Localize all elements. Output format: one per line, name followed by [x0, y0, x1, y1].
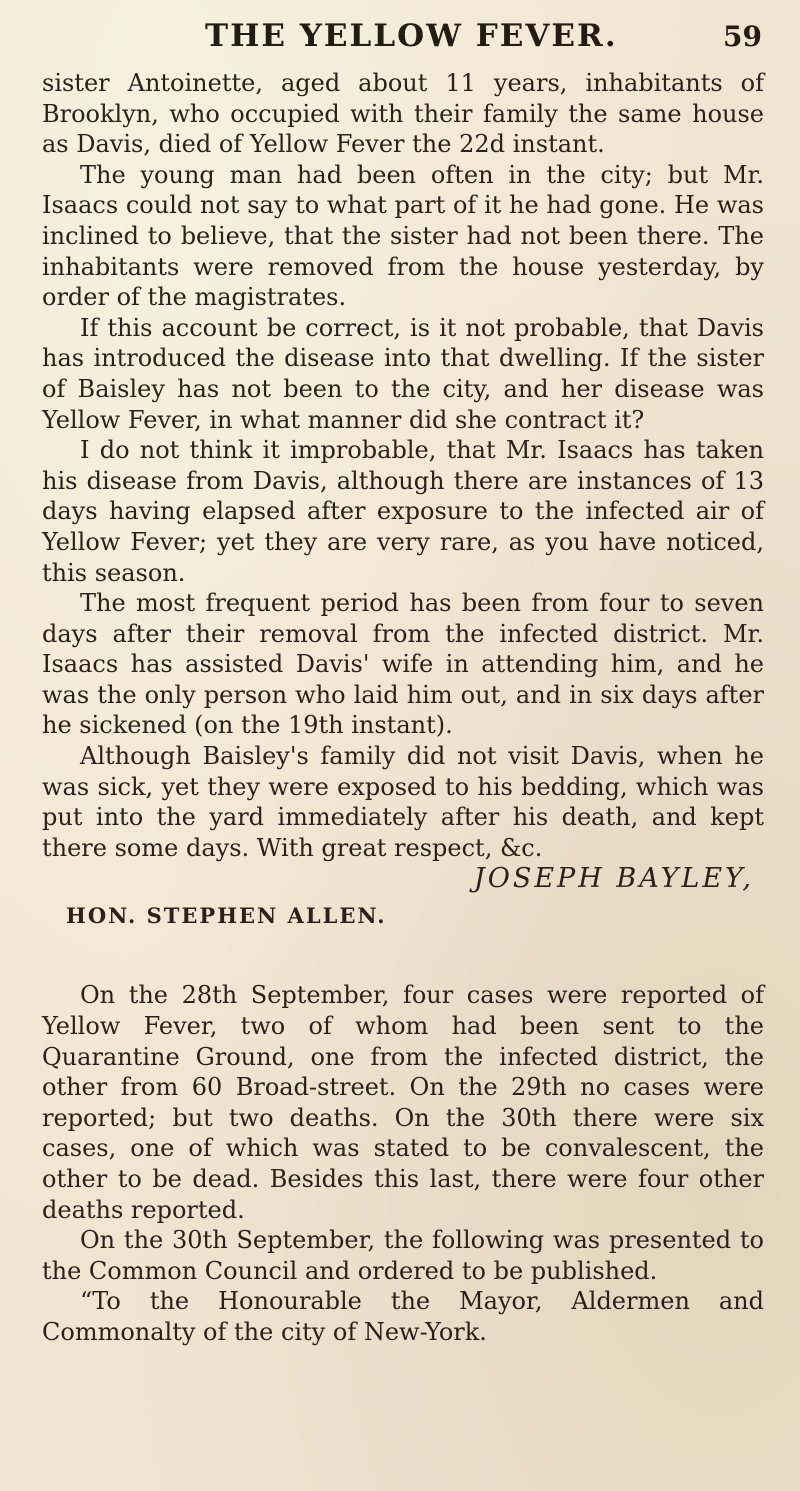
paragraph: On the 30th September, the following was presented to the Common Council and ordered to be published.: [42, 1226, 764, 1285]
paragraph: On the 28th September, four cases were reported of Yellow Fever, two of whom had been sent to the Quarantine Ground, one from the infected district, the other from 60 Broad-street. On the 29th no cases were reported; but two deaths. On the 30th there were six cases, one of which was stated to be convalescent, the other to be dead. Besides this last, there were four other deaths reported.: [42, 981, 764, 1224]
paragraph: I do not think it improbable, that Mr. Isaacs has taken his disease from Davis, although there are instances of 13 days having elapsed after exposure to the infected air of Yellow Fever; yet they are very rare, as you have noticed, this season.: [42, 436, 764, 587]
paragraph: sister Antoinette, aged about 11 years, inhabitants of Brooklyn, who occupied with their family the same house as Davis, died of Yellow Fever the 22d instant.: [42, 69, 764, 159]
paragraph: Although Baisley's family did not visit Davis, when he was sick, yet they were exposed to his bedding, which was put into the yard immediately after his death, and kept there some days. With great respect, &c.: [42, 742, 764, 862]
page-body: [42, 68, 764, 1348]
paragraph: The most frequent period has been from four to seven days after their removal from the infected district. Mr. Isaacs has assisted Davis' wife in attending him, and he was the only person who laid him out, and in six days after he sickened (on the 19th instant).: [42, 589, 764, 740]
page-header: [0, 18, 800, 58]
page-number: 59: [723, 20, 762, 53]
paragraph: “To the Honourable the Mayor, Aldermen and Commonalty of the city of New-York.: [42, 1287, 764, 1346]
letter-signature: JOSEPH BAYLEY,: [473, 863, 754, 895]
paragraph: If this account be correct, is it not probable, that Davis has introduced the disease into that dwelling. If the sister of Baisley has not been to the city, and her disease was Yellow Fever, in what manner did she contract it?: [42, 313, 764, 434]
letter-addressee: HON. STEPHEN ALLEN.: [66, 903, 387, 929]
running-title: THE YELLOW FEVER.: [205, 18, 618, 54]
paragraph: The young man had been often in the city; but Mr. Isaacs could not say to what part of it he had gone. He was inclined to believe, that the sister had not been there. The inhabitants were removed from the house yesterday, by order of the magistrates.: [42, 160, 764, 312]
